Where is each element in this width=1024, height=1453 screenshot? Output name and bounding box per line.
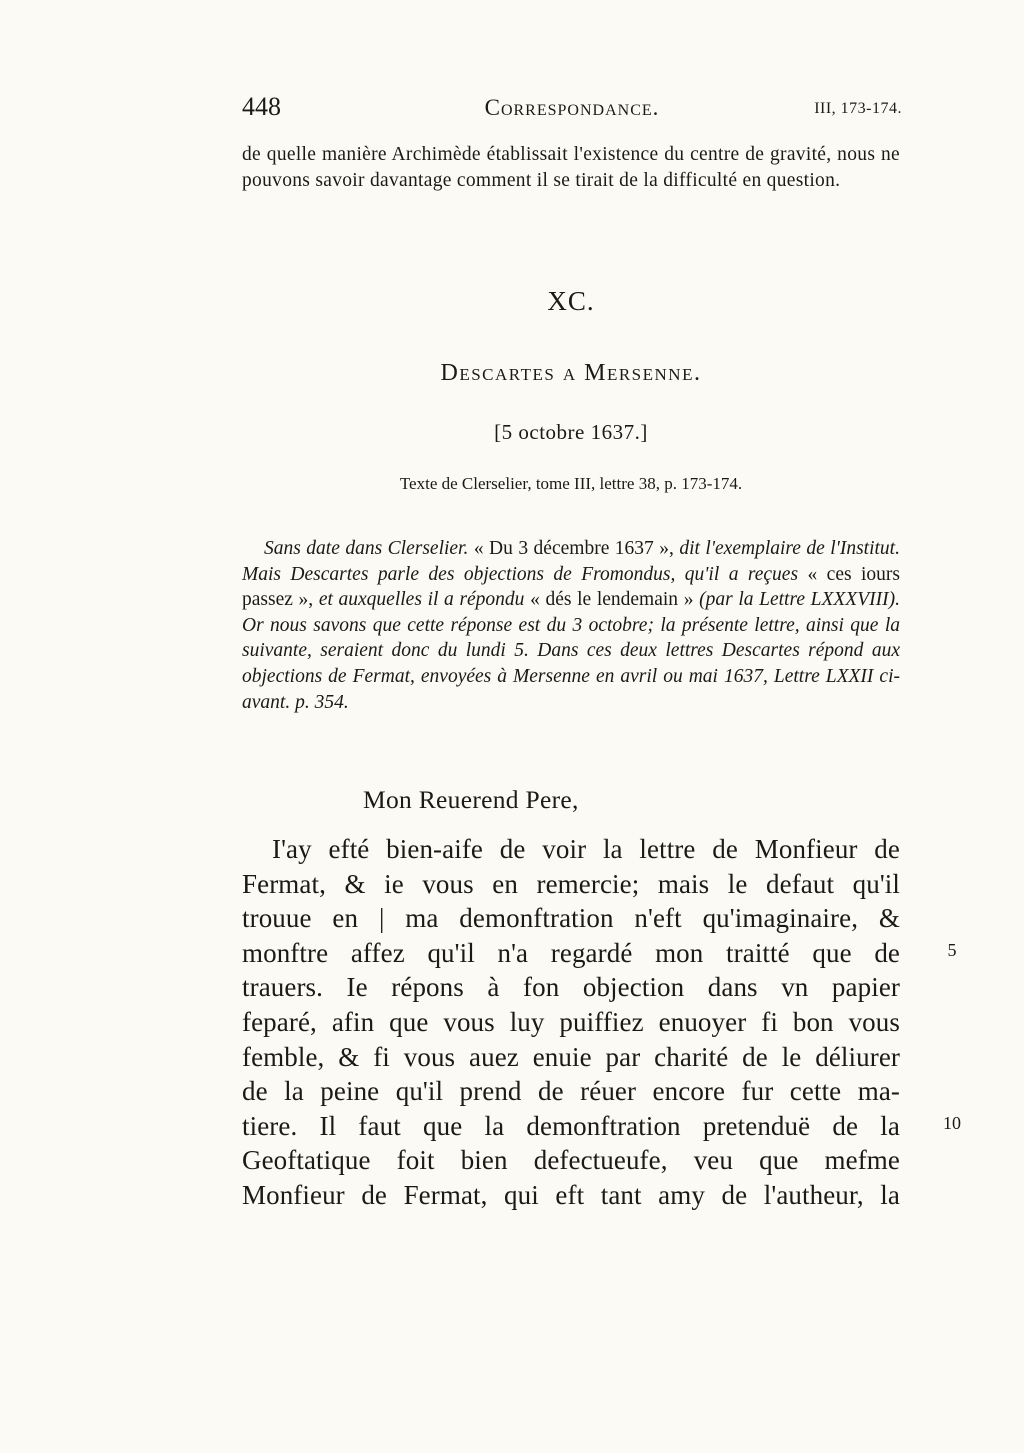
note-quote: « dés le lendemain » xyxy=(530,589,700,611)
body-line: trauers. Ie répons à fon objection dans vn papier xyxy=(242,972,900,1003)
letter-number: XC. xyxy=(547,286,595,316)
body-line: tiere. Il faut que la demonftration pretenduë de la xyxy=(242,1110,900,1141)
body-line: femble, & fi vous auez enuie par charité de le déliurer xyxy=(242,1041,900,1072)
body-line: I'ay efté bien-aife de voir la lettre de Monfieur de xyxy=(272,834,900,864)
salutation: Mon Reuerend Pere, xyxy=(363,785,579,814)
letter-date: [5 octobre 1637.] xyxy=(494,420,648,444)
body-line: Geoftatique foit bien defectueufe, veu que mefme xyxy=(242,1145,900,1176)
running-header xyxy=(242,92,902,128)
letter-source: Texte de Clerselier, tome III, lettre 38, p. 173-174. xyxy=(399,474,743,493)
body-line: feparé, afin que vous luy puiffiez enuoyer fi bon vous xyxy=(242,1006,900,1037)
note-segment: et auxquelles il a répondu xyxy=(318,589,531,611)
carry-over-paragraph: de quelle manière Archimède établissait l'existence du centre de gravité, nous ne pouvons savoir davantage comment il se tirait de la difficulté en question. xyxy=(242,144,900,191)
line-number: 5 xyxy=(947,940,957,960)
letter-heading: Descartes a Mersenne. xyxy=(440,360,702,386)
note-quote: « ces iours passez », xyxy=(242,563,900,611)
note-paragraph xyxy=(242,536,900,715)
note-segment: dit l'exemplaire de l'Institut. Mais Descartes parle des objections de Fromondus, qu'il a reçues xyxy=(242,538,900,585)
volume-reference: III, 173-174. xyxy=(814,100,902,117)
body-line: Fermat, & ie vous en remercie; mais le defaut qu'il xyxy=(242,868,900,899)
body-line: de la peine qu'il prend de réuer encore fur cette ma- xyxy=(242,1076,900,1107)
note-quote: « Du 3 décembre 1637 », xyxy=(468,538,680,559)
body-line: trouue en | ma demonftration n'eft qu'imaginaire, & xyxy=(242,903,900,934)
editorial-note xyxy=(242,536,900,715)
letter-body xyxy=(242,832,961,1213)
body-line: Monfieur de Fermat, qui eft tant amy de l'autheur, la xyxy=(242,1179,900,1210)
note-segment: (par la Lettre LXXXVIII). Or nous savons que cette réponse est du 3 octobre; la présente lettre, ainsi que la suivante, seraient donc du lundi 5. Dans ces deux lettres Descartes répond aux objections de Fermat, envoyées à Mersenne en avril ou mai 1637, Lettre LXXII ci-avant. p. 354. xyxy=(242,589,900,713)
running-title: Correspondance. xyxy=(484,95,660,120)
body-line: monftre affez qu'il n'a regardé mon traitté que de xyxy=(242,937,900,968)
note-segment: Sans date dans Clerselier. xyxy=(264,538,469,559)
page-number: 448 xyxy=(242,92,281,121)
line-number: 10 xyxy=(943,1113,961,1133)
